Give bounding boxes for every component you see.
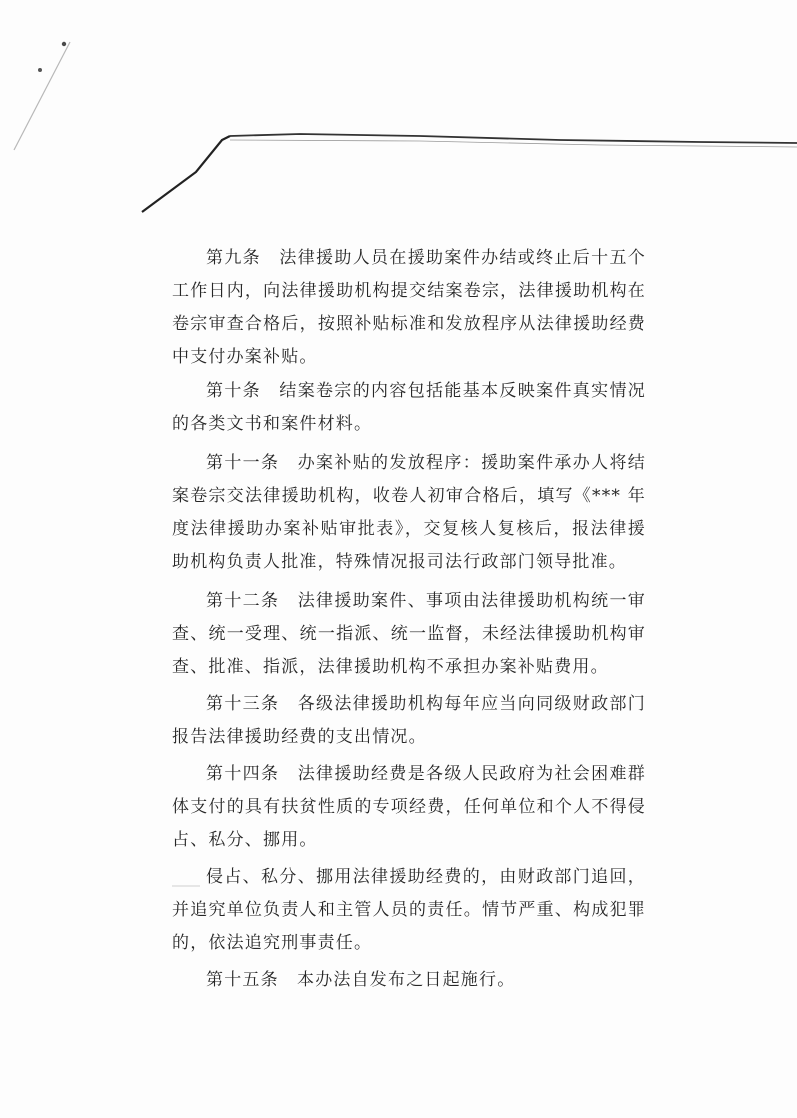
speck xyxy=(38,68,42,72)
article-14: 第十四条 法律援助经费是各级人民政府为社会困难群体支付的具有扶贫性质的专项经费，任何单位和个人不得侵占、私分、挪用。 xyxy=(172,764,646,850)
article-text xyxy=(172,242,646,997)
article-15: 第十五条 本办法自发布之日起施行。 xyxy=(206,970,516,990)
crease-line xyxy=(14,42,70,150)
page-edge-shadow xyxy=(230,134,797,143)
page-edge-shadow xyxy=(142,136,230,212)
speck xyxy=(62,42,66,46)
article-9: 第九条 法律援助人员在援助案件办结或终止后十五个工作日内，向法律援助机构提交结案卷宗，法律援助机构在卷宗审查合格后，按照补贴标准和发放程序从法律援助经费中支付办案补贴。 xyxy=(172,248,646,367)
article-13: 第十三条 各级法律援助机构每年应当向同级财政部门报告法律援助经费的支出情况。 xyxy=(172,694,646,747)
article-14-supplement: 侵占、私分、挪用法律援助经费的，由财政部门追回，并追究单位负责人和主管人员的责任。情节严重、构成犯罪的，依法追究刑事责任。 xyxy=(172,867,646,953)
article-10: 第十条 结案卷宗的内容包括能基本反映案件真实情况的各类文书和案件材料。 xyxy=(172,381,646,434)
page-edge-shadow xyxy=(230,140,797,147)
article-12: 第十二条 法律援助案件、事项由法律援助机构统一审查、统一受理、统一指派、统一监督，未经法律援助机构审查、批准、指派，法律援助机构不承担办案补贴费用。 xyxy=(172,591,646,677)
article-11: 第十一条 办案补贴的发放程序：援助案件承办人将结案卷宗交法律援助机构，收卷人初审合格后，填写《*** 年度法律援助办案补贴审批表》，交复核人复核后，报法律援助机构负责人批准，特殊情况报司法行政部门领导批准。 xyxy=(172,453,646,572)
